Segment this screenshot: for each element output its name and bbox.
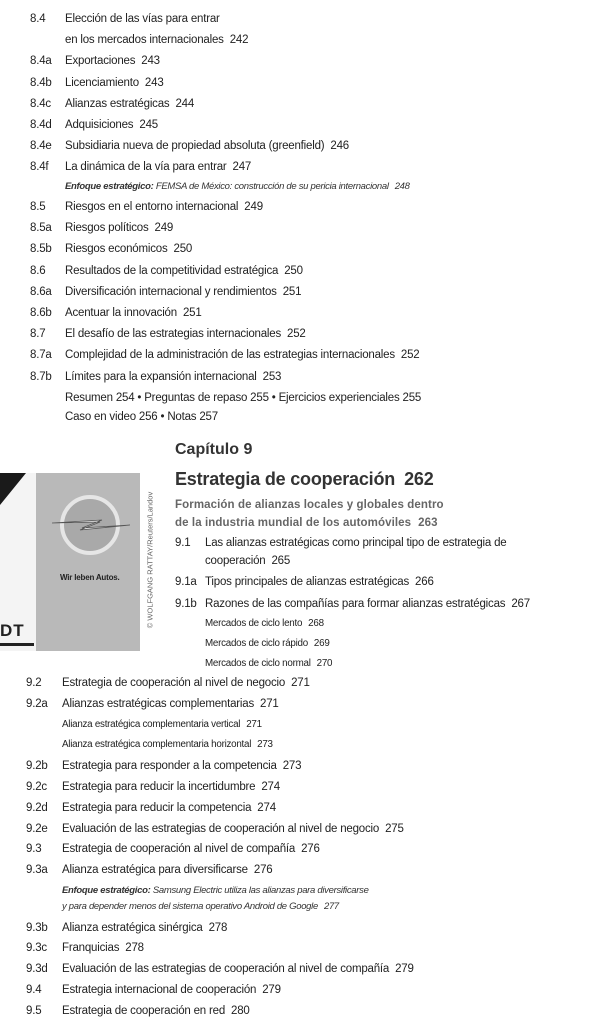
- toc-entry-page: 252: [287, 328, 306, 341]
- toc-entry-number: 9.2e: [26, 822, 48, 835]
- toc-entry-page: 250: [173, 243, 193, 256]
- toc-entry-title: Mercados de ciclo rápido: [205, 637, 308, 649]
- toc-entry-title: Alianza estratégica para diversificarse: [62, 864, 248, 877]
- toc-entry-page: 273: [257, 739, 273, 751]
- strategic-focus-label: Enfoque estratégico:: [62, 885, 151, 896]
- toc-entry-title: Límites para la expansión internacional: [65, 370, 257, 383]
- toc-entry-number: 8.4d: [30, 119, 52, 131]
- toc-entry-page: 280: [231, 1004, 250, 1017]
- toc-entry-title: Estrategia de cooperación al nivel de negocio: [62, 677, 286, 689]
- toc-entry-title: Franquicias: [62, 942, 120, 955]
- toc-entry-title: Evaluación de las estrategias de cooperación al nivel de compañía: [62, 963, 390, 976]
- toc-entry-number: 8.6a: [30, 285, 52, 298]
- toc-entry-title: Estrategia para reducir la competencia: [62, 801, 252, 814]
- chapter-subtitle[interactable]: [175, 496, 444, 532]
- toc-entry-number: 9.1: [175, 537, 191, 549]
- toc-entry-title: FEMSA de México: construcción de su pericia internacional: [155, 180, 389, 192]
- toc-entry-page: 243: [141, 55, 160, 68]
- toc-entry-number: 9.3d: [26, 963, 48, 976]
- toc-entry-title: Estrategia para responder a la competencia: [62, 760, 277, 773]
- toc-entry-title: Alianza estratégica complementaria vertical: [62, 718, 241, 730]
- toc-entry-title: Riesgos políticos: [65, 222, 149, 235]
- strategic-focus-label: Enfoque estratégico:: [65, 180, 154, 192]
- toc-entry-title: Estrategia internacional de cooperación: [62, 983, 257, 996]
- toc-entry-page: 277: [323, 900, 339, 912]
- toc-entry-page: 274: [257, 801, 276, 814]
- toc-entry-title: Adquisiciones: [65, 119, 134, 131]
- photo-underline: [0, 643, 34, 646]
- toc-entry-number: 8.5b: [30, 243, 52, 256]
- toc-entry-page: 250: [284, 264, 303, 277]
- toc-entry-title: Exportaciones: [65, 55, 136, 68]
- toc-entry-page: 245: [139, 119, 158, 131]
- toc-entry-title: Alianza estratégica sinérgica: [62, 921, 203, 934]
- toc-entry-title: Alianza estratégica complementaria horizontal: [62, 739, 252, 751]
- photo-partial-sign-text: DT: [0, 621, 25, 640]
- photo-credit: © WOLFGANG RATTAY/Reuters/Landov: [145, 491, 155, 629]
- toc-entry-title: Licenciamiento: [65, 76, 139, 89]
- toc-entry-title: Elección de las vías para entrar: [65, 13, 220, 25]
- toc-entry-number: 8.6: [30, 264, 46, 277]
- toc-entry-title: Mercados de ciclo normal: [205, 657, 311, 669]
- toc-entry-page: 278: [208, 921, 228, 934]
- toc-entry-page: 253: [262, 370, 282, 383]
- chapter-title[interactable]: [175, 469, 434, 490]
- toc-entry-page: 275: [385, 822, 404, 835]
- toc-entry-number: 8.5: [30, 200, 46, 213]
- toc-entry-title: Mercados de ciclo lento: [205, 617, 303, 629]
- chapter-title-text: Estrategia de cooperación: [175, 469, 396, 489]
- toc-entry-page: 278: [125, 942, 144, 955]
- toc-entry-number: 9.3b: [26, 921, 48, 934]
- chapter-label: Capítulo 9: [175, 441, 253, 458]
- chapter-subtitle-line: de la industria mundial de los automóviles: [175, 517, 412, 529]
- toc-entry-number: 8.7: [30, 328, 46, 341]
- toc-entry-page: 247: [232, 161, 252, 174]
- photo-black-triangle: [0, 473, 26, 505]
- toc-entry-title: Estrategia de cooperación en red: [62, 1004, 226, 1017]
- toc-entry-page: 267: [511, 597, 530, 610]
- toc-entry-title: Subsidiaria nueva de propiedad absoluta (greenfield): [65, 140, 325, 153]
- toc-entry-page: 271: [260, 697, 279, 710]
- toc-entry-number: 8.7a: [30, 349, 52, 362]
- toc-entry-page: 248: [394, 180, 410, 192]
- toc-entry-page: 242: [229, 34, 249, 47]
- toc-entry-number: 8.5a: [30, 222, 52, 235]
- toc-entry-page: 246: [330, 140, 349, 153]
- photo-slogan: Wir leben Autos.: [60, 573, 120, 582]
- toc-entry-page: 279: [262, 983, 281, 996]
- opel-lightning-icon: [52, 517, 130, 531]
- toc-entry-page: 273: [282, 760, 302, 773]
- toc-entry-number: 8.4f: [30, 161, 49, 174]
- toc-entry-title: Acentuar la innovación: [65, 306, 177, 319]
- toc-entry-number: 9.1b: [175, 597, 197, 610]
- toc-entry-title: Alianzas estratégicas: [65, 97, 170, 110]
- toc-entry-number: 9.3c: [26, 942, 47, 955]
- toc-entry-page: 266: [415, 576, 434, 588]
- toc-entry-page: 268: [308, 617, 324, 629]
- toc-entry-page: 274: [261, 781, 280, 793]
- chapter-subtitle-page: 263: [418, 517, 438, 529]
- toc-entry-number: 8.4e: [30, 140, 52, 153]
- toc-entry-page: 271: [291, 677, 310, 689]
- toc-entry-number: 8.4a: [30, 55, 52, 68]
- toc-entry-title: cooperación: [205, 554, 266, 567]
- chapter-subtitle-line: Formación de alianzas locales y globales dentro: [175, 499, 444, 511]
- toc-entry-title: El desafío de las estrategias internacionales: [65, 328, 282, 341]
- toc-entry-page: 244: [175, 97, 195, 110]
- toc-entry-title: Alianzas estratégicas complementarias: [62, 697, 255, 710]
- toc-entry-page: 265: [271, 554, 291, 567]
- toc-entry-number: 9.3a: [26, 864, 48, 877]
- chapter-title-page: 262: [404, 469, 434, 489]
- toc-entry-page: 276: [253, 864, 273, 877]
- toc-entry-number: 8.7b: [30, 370, 52, 383]
- toc-entry-page: 276: [301, 843, 320, 856]
- toc-entry-title: Tipos principales de alianzas estratégicas: [205, 576, 410, 588]
- toc-entry-title: Las alianzas estratégicas como principal tipo de estrategia de: [205, 537, 507, 549]
- toc-entry-title: Complejidad de la administración de las estrategias internacionales: [65, 349, 395, 362]
- toc-entry-page: 271: [246, 718, 262, 730]
- toc-entry-number: 8.6b: [30, 306, 52, 319]
- toc-entry-page: 270: [316, 657, 333, 669]
- toc-entry-title: Estrategia para reducir la incertidumbre: [62, 781, 256, 793]
- toc-entry-title: Samsung Electric utiliza las alianzas para diversificarse: [152, 885, 369, 896]
- toc-entry-title: Diversificación internacional y rendimientos: [65, 285, 277, 298]
- toc-entry-page: 251: [182, 306, 202, 319]
- toc-entry-number: 9.2: [26, 677, 42, 689]
- toc-entry-title: Resultados de la competitividad estratégica: [65, 264, 279, 277]
- toc-entry-page: 269: [313, 637, 330, 649]
- toc-entry-number: 8.4: [30, 13, 46, 25]
- toc-entry-title: Resumen 254 • Preguntas de repaso 255 • Ejercicios experienciales 255: [65, 391, 422, 404]
- toc-entry-title: Riesgos económicos: [65, 243, 168, 256]
- toc-entry-number: 9.2c: [26, 781, 47, 793]
- toc-entry-page: 251: [282, 285, 302, 298]
- toc-entry-title: Riesgos en el entorno internacional: [65, 200, 239, 213]
- toc-entry-number: 9.5: [26, 1004, 42, 1017]
- toc-entry-page: 252: [400, 349, 420, 362]
- chapter-photo-opel-sign: [0, 473, 140, 651]
- toc-entry-number: 9.2d: [26, 801, 48, 814]
- toc-entry-page: 243: [144, 76, 164, 89]
- toc-entry-title: Caso en video 256 • Notas 257: [65, 411, 218, 424]
- toc-entry-number: 9.1a: [175, 576, 197, 588]
- toc-entry-number: 9.3: [26, 843, 42, 856]
- toc-entry-title: Razones de las compañías para formar alianzas estratégicas: [205, 597, 506, 610]
- toc-entry-title: y para depender menos del sistema operativo Android de Google: [62, 900, 318, 912]
- toc-entry-number: 9.2a: [26, 697, 48, 710]
- toc-entry-title: Evaluación de las estrategias de cooperación al nivel de negocio: [62, 822, 380, 835]
- toc-entry-page: 249: [244, 200, 263, 213]
- toc-entry-number: 8.4b: [30, 76, 52, 89]
- toc-entry-number: 9.2b: [26, 760, 48, 773]
- toc-entry-number: 8.4c: [30, 97, 51, 110]
- toc-entry-number: 9.4: [26, 983, 42, 996]
- toc-entry-title: Estrategia de cooperación al nivel de compañía: [62, 843, 296, 856]
- toc-entry-page: 279: [395, 963, 414, 976]
- toc-entry-page: 249: [154, 222, 174, 235]
- toc-entry-title: La dinámica de la vía para entrar: [65, 161, 227, 174]
- toc-entry-title: en los mercados internacionales: [65, 34, 224, 47]
